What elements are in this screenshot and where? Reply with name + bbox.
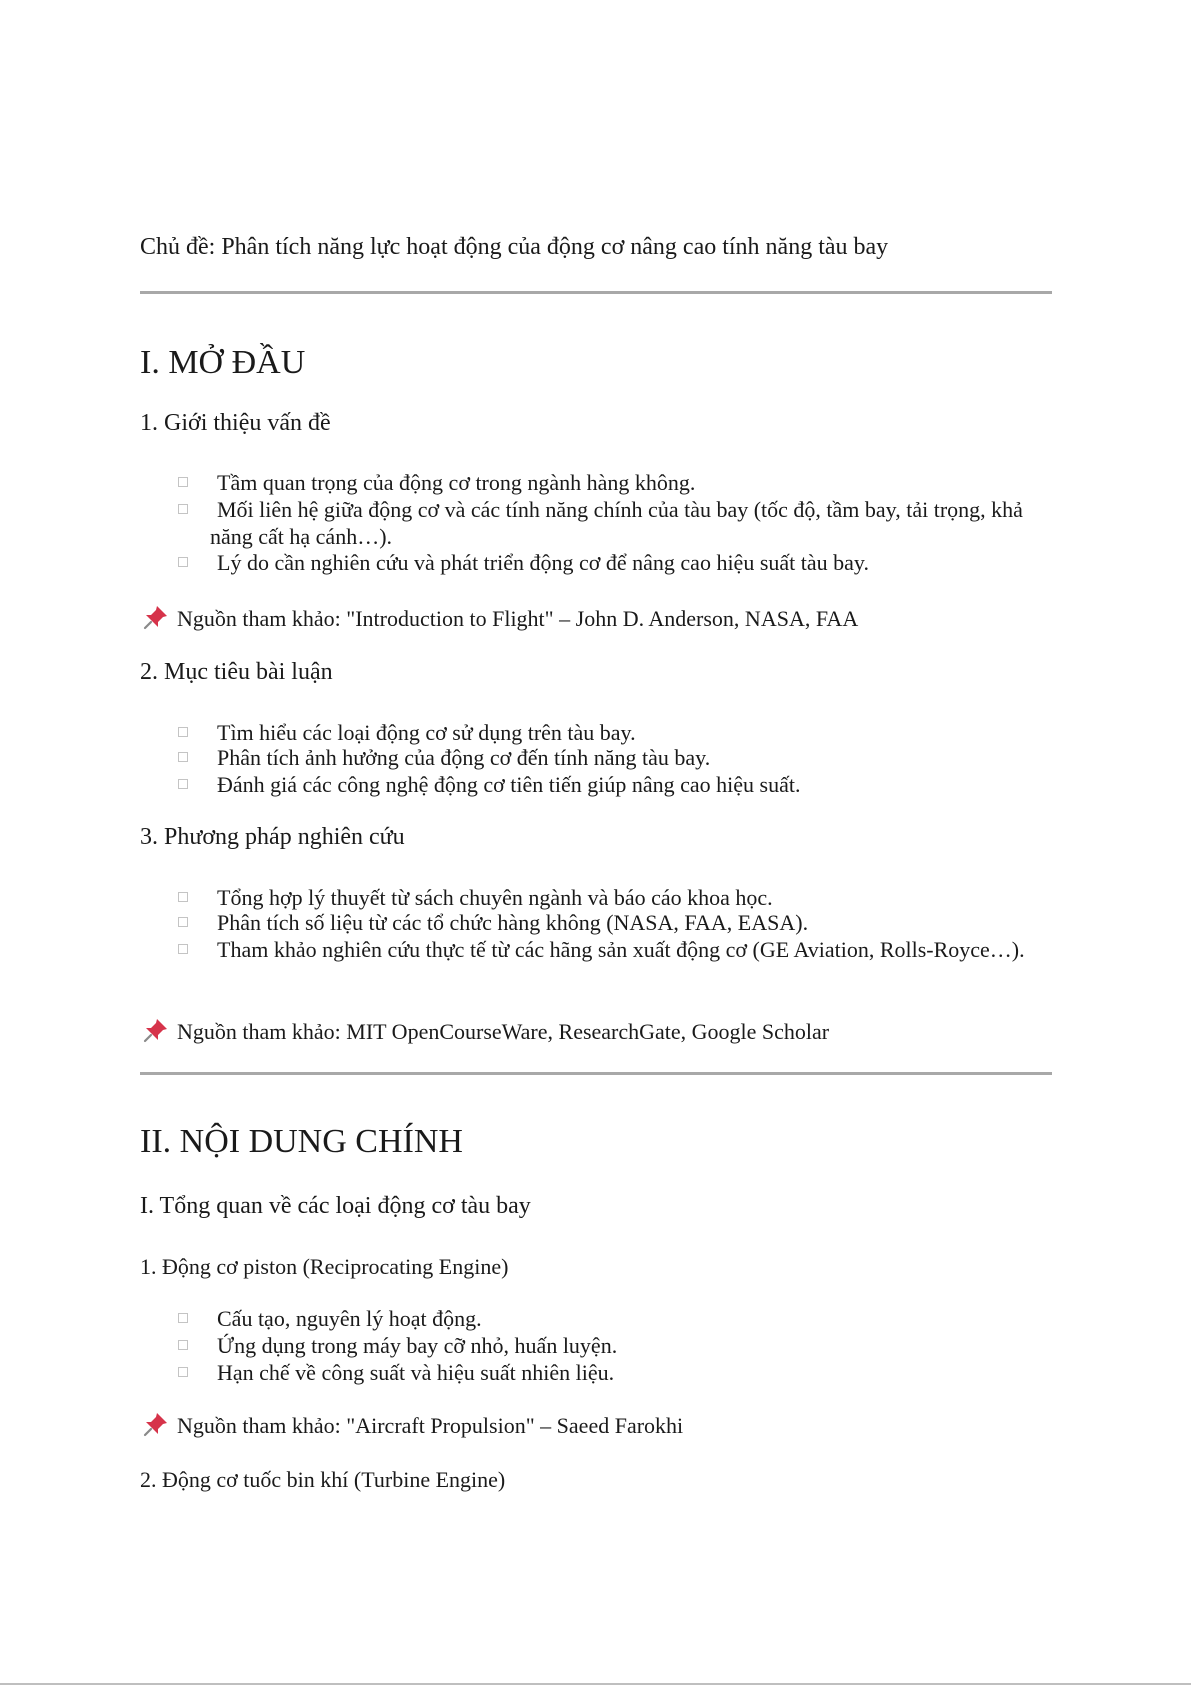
list-item: Mối liên hệ giữa động cơ và các tính năng chính của tàu bay (tốc độ, tầm bay, tải trọng, khả năng cất hạ cánh…). <box>178 496 1058 550</box>
reference-note: Nguồn tham khảo: "Introduction to Flight" – John D. Anderson, NASA, FAA <box>143 604 858 632</box>
list-item: Tìm hiểu các loại động cơ sử dụng trên tàu bay. <box>178 719 1058 746</box>
divider <box>140 1072 1052 1075</box>
list-item: Đánh giá các công nghệ động cơ tiên tiến giúp nâng cao hiệu suất. <box>178 771 1058 798</box>
subheading-problem-intro: 1. Giới thiệu vấn đề <box>140 410 331 436</box>
subheading-objectives: 2. Mục tiêu bài luận <box>140 659 333 685</box>
topic-line: Chủ đề: Phân tích năng lực hoạt động của động cơ nâng cao tính năng tàu bay <box>140 234 889 260</box>
pushpin-icon <box>143 1411 169 1437</box>
subheading-engine-overview: I. Tổng quan về các loại động cơ tàu bay <box>140 1193 531 1219</box>
checkbox-icon <box>178 944 188 954</box>
list-item: Ứng dụng trong máy bay cỡ nhỏ, huấn luyện. <box>178 1332 1058 1359</box>
checkbox-icon <box>178 1313 188 1323</box>
checkbox-icon <box>178 557 188 567</box>
checkbox-icon <box>178 504 188 514</box>
list-item: Tham khảo nghiên cứu thực tế từ các hãng sản xuất động cơ (GE Aviation, Rolls-Royce…). <box>178 936 1058 963</box>
checkbox-icon <box>178 727 188 737</box>
subheading-methodology: 3. Phương pháp nghiên cứu <box>140 824 405 850</box>
list-item: Tổng hợp lý thuyết từ sách chuyên ngành và báo cáo khoa học. <box>178 884 1058 911</box>
list-item: Tầm quan trọng của động cơ trong ngành hàng không. <box>178 469 1058 496</box>
checkbox-icon <box>178 1340 188 1350</box>
list-item: Cấu tạo, nguyên lý hoạt động. <box>178 1305 1058 1332</box>
subheading-turbine-engine: 2. Động cơ tuốc bin khí (Turbine Engine) <box>140 1467 506 1492</box>
reference-note: Nguồn tham khảo: "Aircraft Propulsion" – Saeed Farokhi <box>143 1411 683 1439</box>
checkbox-icon <box>178 779 188 789</box>
list-item: Phân tích ảnh hưởng của động cơ đến tính năng tàu bay. <box>178 744 1058 771</box>
list-item: Phân tích số liệu từ các tổ chức hàng không (NASA, FAA, EASA). <box>178 909 1058 936</box>
checkbox-icon <box>178 752 188 762</box>
list-item: Hạn chế về công suất và hiệu suất nhiên liệu. <box>178 1359 1058 1386</box>
section-heading-intro: I. MỞ ĐẦU <box>140 344 306 381</box>
divider <box>140 291 1052 294</box>
subheading-piston-engine: 1. Động cơ piston (Reciprocating Engine) <box>140 1254 509 1279</box>
reference-note: Nguồn tham khảo: MIT OpenCourseWare, ResearchGate, Google Scholar <box>143 1017 829 1045</box>
section-heading-main-content: II. NỘI DUNG CHÍNH <box>140 1123 463 1160</box>
checkbox-icon <box>178 477 188 487</box>
pushpin-icon <box>143 1017 169 1043</box>
pushpin-icon <box>143 604 169 630</box>
checkbox-icon <box>178 1367 188 1377</box>
checkbox-icon <box>178 917 188 927</box>
list-item: Lý do cần nghiên cứu và phát triển động cơ để nâng cao hiệu suất tàu bay. <box>178 549 1058 576</box>
checkbox-icon <box>178 892 188 902</box>
